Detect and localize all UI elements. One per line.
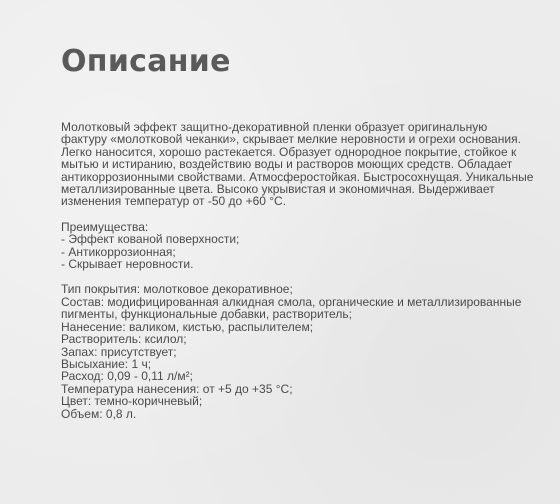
spec-line: Запах: присутствует; <box>61 344 177 359</box>
spec-line: пигменты, функциональные добавки, растворитель; <box>61 307 352 322</box>
advantage-item: - Эффект кованой поверхности; <box>61 232 240 247</box>
description-line: антикоррозионными свойствами. Атмосферостойкая. Быстросохнущая. Уникальные <box>61 169 534 184</box>
spec-line: Температура нанесения: от +5 до +35 °С; <box>61 381 293 396</box>
specifications-list <box>61 283 520 419</box>
spec-line: Тип покрытия: молотковое декоративное; <box>61 282 293 297</box>
spec-line: Объем: 0,8 л. <box>61 406 137 421</box>
description-paragraph <box>61 120 534 209</box>
description-line: изменения температур от -50 до +60 °С. <box>61 194 287 209</box>
description-line: Легко наносится, хорошо растекается. Образует однородное покрытие, стойкое к <box>61 144 517 159</box>
description-line: мытью и истиранию, воздействию воды и растворов моющих средств. Обладает <box>61 157 513 172</box>
advantages-list <box>61 221 520 271</box>
description-line: фактуру «молотковой чеканки», скрывает мелкие неровности и огрехи основания. <box>61 132 521 147</box>
advantage-item: - Скрывает неровности. <box>61 257 194 272</box>
spec-line: Состав: модифицированная алкидная смола, органические и металлизированные <box>61 294 522 309</box>
advantages-heading: Преимущества: <box>61 219 149 234</box>
spec-line: Цвет: темно-коричневый; <box>61 394 203 409</box>
spec-line: Высыхание: 1 ч; <box>61 356 152 371</box>
page-title: Описание <box>61 44 231 79</box>
description-line: Молотковый эффект защитно-декоративной пленки образует оригинальную <box>61 120 488 134</box>
spec-line: Расход: 0,09 - 0,11 л/м²; <box>61 369 193 384</box>
spec-line: Растворитель: ксилол; <box>61 332 187 347</box>
spec-line: Нанесение: валиком, кистью, распылителем; <box>61 319 314 334</box>
description-line: металлизированные цвета. Высоко укрывистая и экономичная. Выдерживает <box>61 182 495 197</box>
advantage-item: - Антикоррозионная; <box>61 244 176 259</box>
